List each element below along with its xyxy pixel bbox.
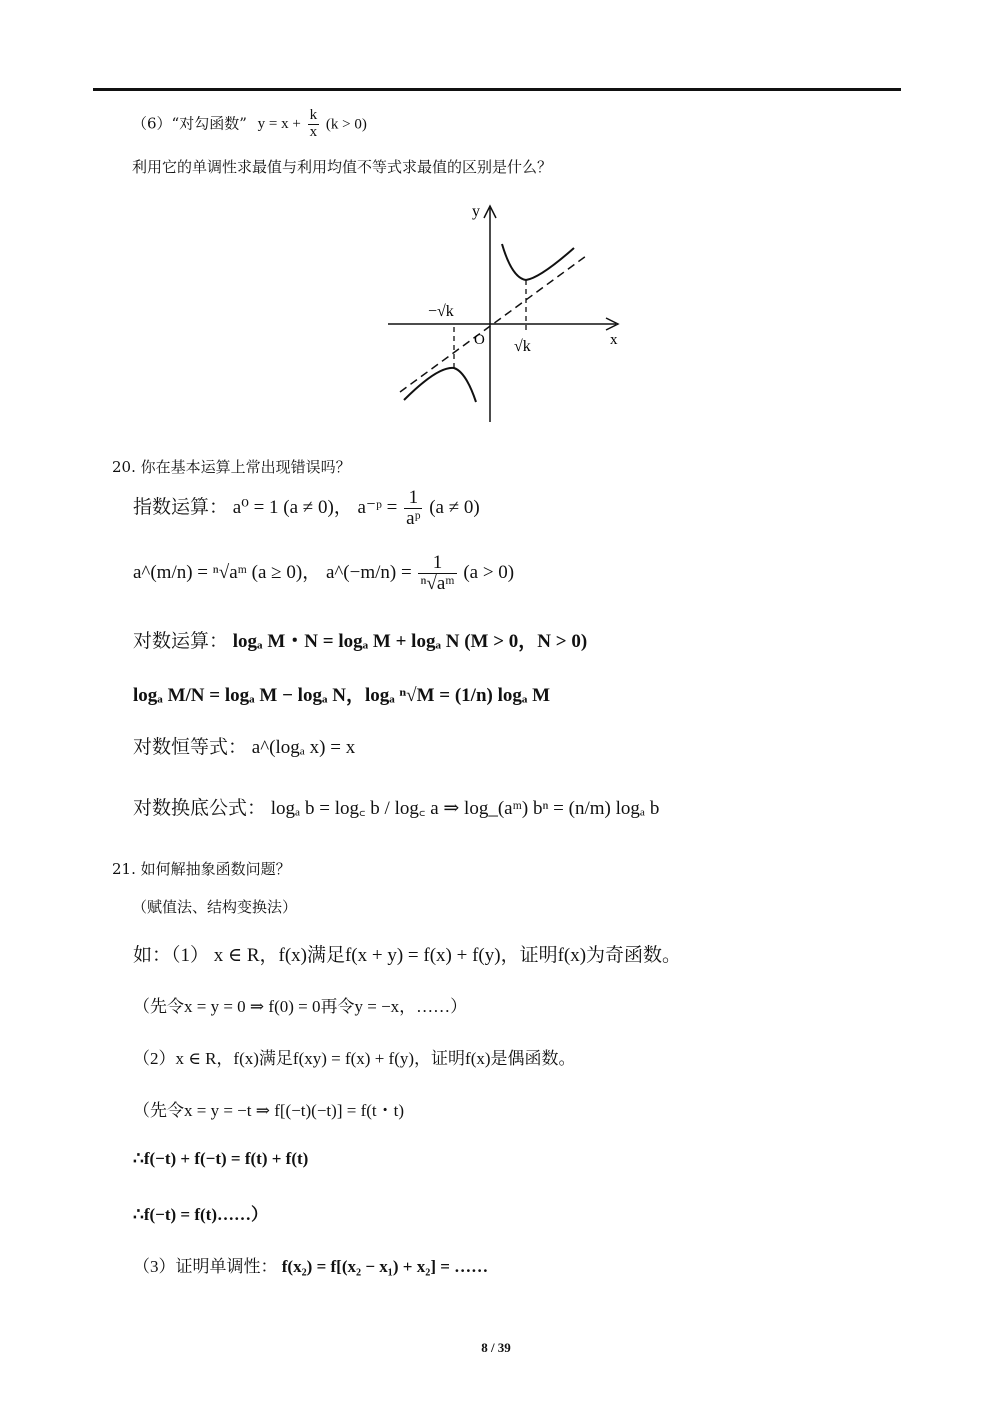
log-line-1	[133, 626, 587, 653]
exp-line	[133, 488, 480, 529]
neg-sqrt-k-label: −√k	[428, 303, 454, 320]
exp-rule-1: a⁰ = 1 (a ≠ 0)，	[232, 496, 353, 518]
item6-formula-lhs: y = x +	[257, 116, 301, 133]
right-branch-curve	[502, 244, 574, 280]
root-line	[133, 553, 514, 594]
ex1-prefix: 如：（1）	[133, 945, 210, 966]
step-2: ∴f(−t) = f(t)……）	[133, 1205, 268, 1224]
ex1-text: x ∈ R，f(x)满足f(x + y) = f(x) + f(y)，证明f(x)为奇函数。	[213, 945, 682, 966]
ex3-prefix: （3）证明单调性：	[133, 1257, 278, 1276]
left-branch-curve	[404, 368, 476, 402]
identity-line	[133, 732, 355, 759]
origin-label: O	[474, 332, 485, 348]
item6-label: （6）“对勾函数”	[132, 114, 247, 133]
root-rule-2-cond: (a > 0)	[463, 561, 515, 583]
change-base-formula: logₐ b = log꜀ b / log꜀ a ⇒ log_(aᵐ) bⁿ = (n/m) logₐ b	[270, 798, 660, 819]
exp-rule-2-num: 1	[404, 488, 422, 509]
q20-title: 20. 你在基本运算上常出现错误吗？	[112, 458, 351, 476]
q21-title: 21. 如何解抽象函数问题？	[112, 860, 291, 878]
ex2-hint: （先令x = y = −t ⇒ f[(−t)(−t)] = f(t・t)	[133, 1101, 404, 1120]
page-number: 8 / 39	[481, 1340, 511, 1355]
exp-rule-2-lhs: a⁻ᵖ =	[357, 496, 398, 518]
exp-rule-2-cond: (a ≠ 0)	[429, 496, 480, 518]
root-rule-2-lhs: a^(−m/n) =	[325, 561, 412, 583]
identity-formula: a^(logₐ x) = x	[251, 737, 356, 758]
exp-rule-2-den: aᵖ	[406, 507, 421, 529]
ex1-line	[133, 940, 681, 967]
pos-sqrt-k-label: √k	[514, 338, 531, 355]
x-axis-label: x	[610, 332, 618, 348]
item6-formula-cond: (k > 0)	[325, 116, 367, 133]
root-rule-1: a^(m/n) = ⁿ√aᵐ (a ≥ 0)，	[133, 561, 322, 583]
change-base-label: 对数换底公式：	[133, 798, 267, 819]
item6-formula-fraction	[308, 108, 320, 141]
step-1: ∴f(−t) + f(−t) = f(t) + f(t)	[133, 1149, 309, 1168]
item6-formula-den: x	[309, 123, 318, 140]
ex3-formula: f(x₂) = f[(x₂ − x₁) + x₂] = ……	[281, 1257, 489, 1276]
hook-function-graph	[380, 196, 630, 426]
root-rule-2-fraction	[418, 553, 456, 594]
exp-rule-2-fraction	[404, 488, 422, 529]
ex2-line: （2）x ∈ R，f(x)满足f(xy) = f(x) + f(y)，证明f(x)是偶函数。	[133, 1049, 576, 1068]
log-rule-2: logₐ M/N = logₐ M − logₐ N，logₐ ⁿ√M = (1/n) logₐ M	[133, 685, 551, 706]
question-text: 利用它的单调性求最值与利用均值不等式求最值的区别是什么？	[132, 158, 553, 176]
root-rule-2-den: ⁿ√aᵐ	[420, 572, 455, 594]
log-label: 对数运算：	[133, 631, 229, 652]
header-rule	[93, 88, 901, 91]
y-axis-label: y	[472, 203, 480, 220]
log-rule-1: logₐ M・N = logₐ M + logₐ N (M > 0，N > 0)	[232, 631, 588, 652]
item6-line	[132, 108, 367, 141]
q21-method: （赋值法、结构变换法）	[132, 898, 298, 916]
ex1-hint: （先令x = y = 0 ⇒ f(0) = 0再令y = −x，……）	[133, 997, 468, 1016]
exp-label: 指数运算：	[133, 496, 229, 518]
ex3-line	[133, 1252, 488, 1277]
identity-label: 对数恒等式：	[133, 737, 248, 758]
root-rule-2-num: 1	[418, 553, 456, 574]
item6-formula-num: k	[309, 107, 318, 123]
change-base-line	[133, 793, 659, 820]
